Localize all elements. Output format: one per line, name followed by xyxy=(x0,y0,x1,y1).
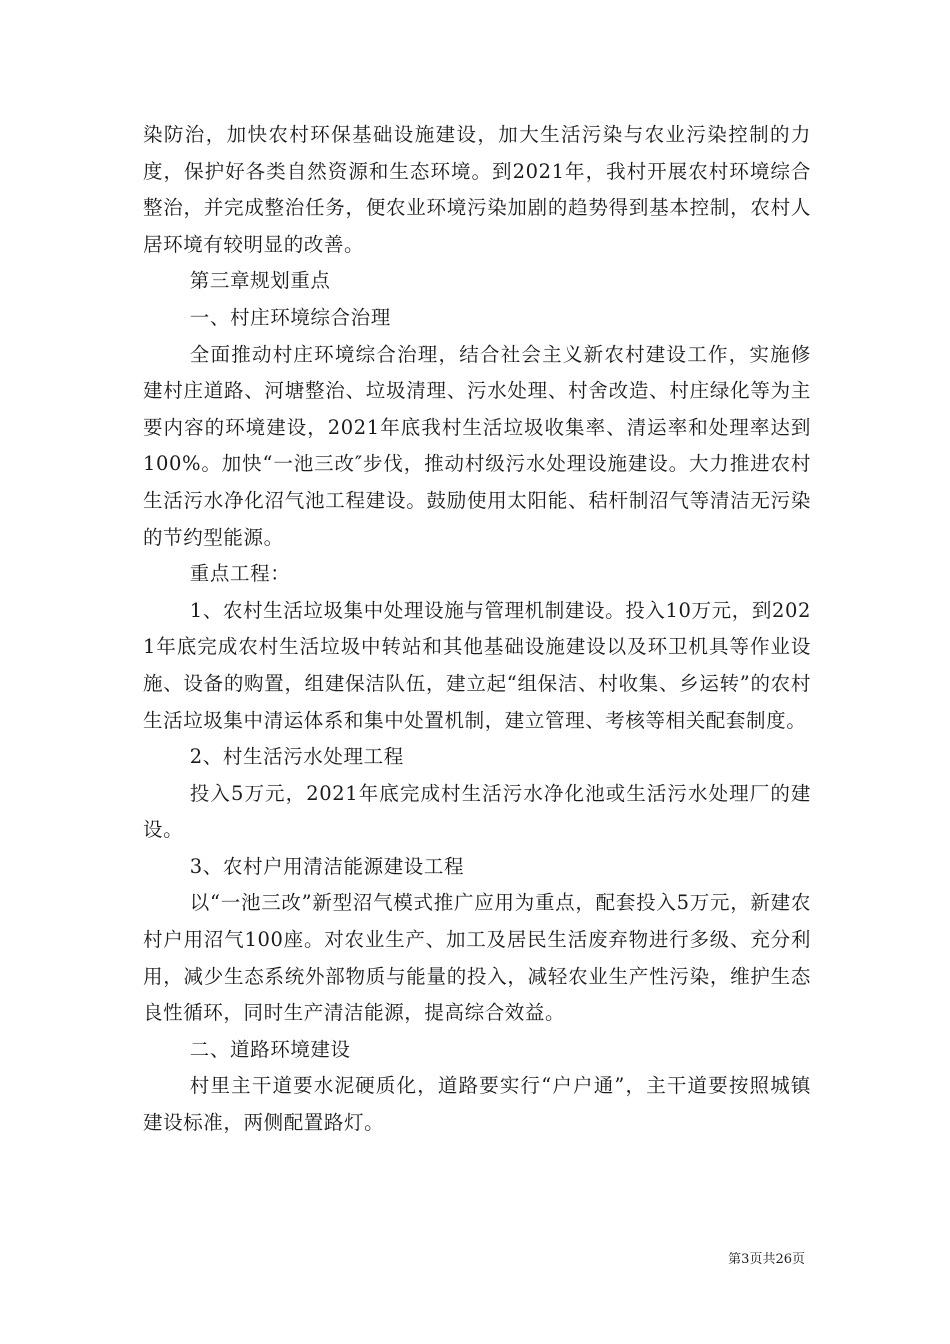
paragraph-continued-text: 染防治，加快农村环保基础设施建设，加大生活污染与农业污染控制的力度，保护好各类自然资源和生态环境。到2021年，我村开展农村环境综合整治，并完成整治任务，便农业环境污染加剧的趋势得到基本控制，农村人居环境有较明显的改善。 xyxy=(143,123,811,256)
section-heading-road-environment: 二、道路环境建设 xyxy=(189,1037,351,1061)
page-number-footer: 第3页共26页 xyxy=(728,1252,805,1267)
section-heading-village-environment: 一、村庄环境综合治理 xyxy=(189,305,391,329)
paragraph-clean-energy-project: 以“一池三改”新型沼气模式推广应用为重点，配套投入5万元，新建农村户用沼气100座。对农业生产、加工及居民生活废弃物进行多级、充分利用，减少生态系统外部物质与能量的投入，减轻农业生产性污染，维护生态良性循环，同时生产清洁能源，提高综合效益。 xyxy=(143,891,811,1025)
subheading-clean-energy-project: 3、农村户用清洁能源建设工程 xyxy=(189,854,465,878)
paragraph-sewage-project: 投入5万元，2021年底完成村生活污水净化池或生活污水处理厂的建设。 xyxy=(143,781,811,842)
paragraph-road-environment: 村里主干道要水泥硬质化，道路要实行“户户通”，主干道要按照城镇建设标准，两侧配置路灯。 xyxy=(143,1074,811,1135)
paragraph-village-environment: 全面推动村庄环境综合治理，结合社会主义新农村建设工作，实施修建村庄道路、河塘整治、垃圾清理、污水处理、村舍改造、村庄绿化等为主要内容的环境建设，2021年底我村生活垃圾收集率、清运率和处理率达到100%。加快“一池三改″步伐，推动村级污水处理设施建设。大力推进农村生活污水净化沼气池工程建设。鼓励使用太阳能、秸杆制沼气等清洁无污染的节约型能源。 xyxy=(143,342,811,549)
paragraph-garbage-project: 1、农村生活垃圾集中处理设施与管理机制建设。投入10万元，到2021年底完成农村生活垃圾中转站和其他基础设施建设以及环卫机具等作业设施、设备的购置，组建保洁队伍，建立起“组保洁、村收集、乡运转”的农村生活垃圾集中清运体系和集中处置机制，建立管理、考核等相关配套制度。 xyxy=(143,598,811,732)
subheading-sewage-project: 2、村生活污水处理工程 xyxy=(189,745,404,769)
key-projects-heading: 重点工程： xyxy=(189,562,291,586)
chapter-heading: 第三章规划重点 xyxy=(189,269,331,293)
document-body xyxy=(143,117,811,1142)
